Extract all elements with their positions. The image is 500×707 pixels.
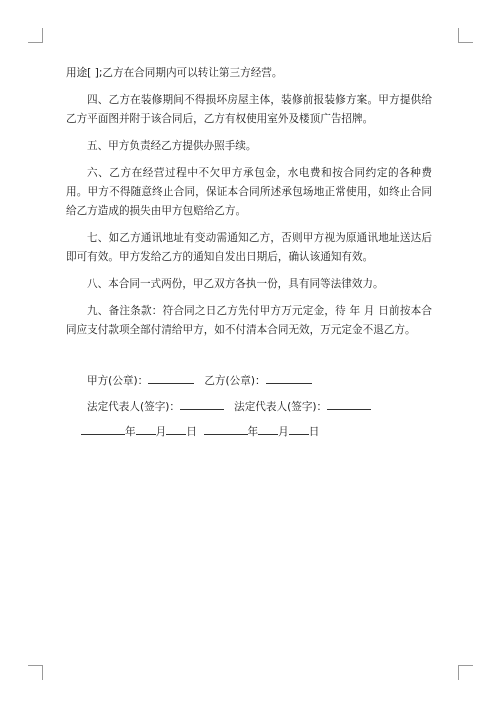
month-b-label: 月 [278,426,289,438]
rep-a-label: 法定代表人(签字)： [87,401,181,413]
paragraph-clause-6: 六、乙方在经营过程中不欠甲方承包金，水电费和按合同约定的各种费用。甲方不得随意终止合同，保证本合同所述承包场地正常使用，如终止合同给乙方造成的损失由甲方包赔给乙方。 [66,167,432,217]
year-b-label: 年 [247,426,259,438]
year-a-label: 年 [125,426,136,438]
month-a-label: 月 [155,426,167,438]
crop-mark-top-left [28,28,43,43]
paragraph-clause-9: 九、备注条款：符合同之日乙方先付甲方万元定金，待 年 月 日前按本合同应支付款项全部付清给甲方，如不付清本合同无效，万元定金不退乙方。 [66,305,432,336]
crop-mark-bottom-left [28,665,43,680]
party-a-seal-label: 甲方(公章)： [87,375,149,387]
date-line [81,424,319,439]
day-a-label: 日 [186,426,197,438]
paragraph-clause-4: 四、乙方在装修期间不得损坏房屋主体，装修前报装修方案。甲方提供给乙方平面图并附于该合同后，乙方有权使用室外及楼顶广告招牌。 [66,94,432,125]
party-b-seal-blank [266,373,312,384]
paragraph-clause-7: 七、如乙方通讯地址有变动需通知乙方，否则甲方视为原通讯地址送达后即可有效。甲方发给乙方的通知自发出日期后，确认该通知有效。 [66,232,432,263]
rep-b-label: 法定代表人(签字)： [234,401,328,413]
day-b-blank [289,424,309,435]
month-b-blank [258,424,278,435]
month-a-blank [136,424,156,435]
paragraph-clause-8: 八、本合同一式两份，甲乙双方各执一份，具有同等法律效力。 [87,278,384,290]
seal-line [87,373,312,388]
paragraph-clause-5: 五、甲方负责经乙方提供办照手续。 [87,140,257,152]
party-a-seal-blank [148,373,194,384]
day-b-label: 日 [308,426,320,438]
contract-body [66,64,432,348]
day-a-blank [166,424,186,435]
year-a-blank [81,424,125,435]
crop-mark-top-right [458,28,473,43]
representative-line [87,399,371,414]
rep-b-blank [327,399,371,410]
rep-a-blank [180,399,224,410]
party-b-seal-label: 乙方(公章)： [204,375,266,387]
crop-mark-bottom-right [458,665,473,680]
year-b-blank [204,424,248,435]
paragraph-usage: 用途[ ];乙方在合同期内可以转让第三方经营。 [66,67,283,79]
